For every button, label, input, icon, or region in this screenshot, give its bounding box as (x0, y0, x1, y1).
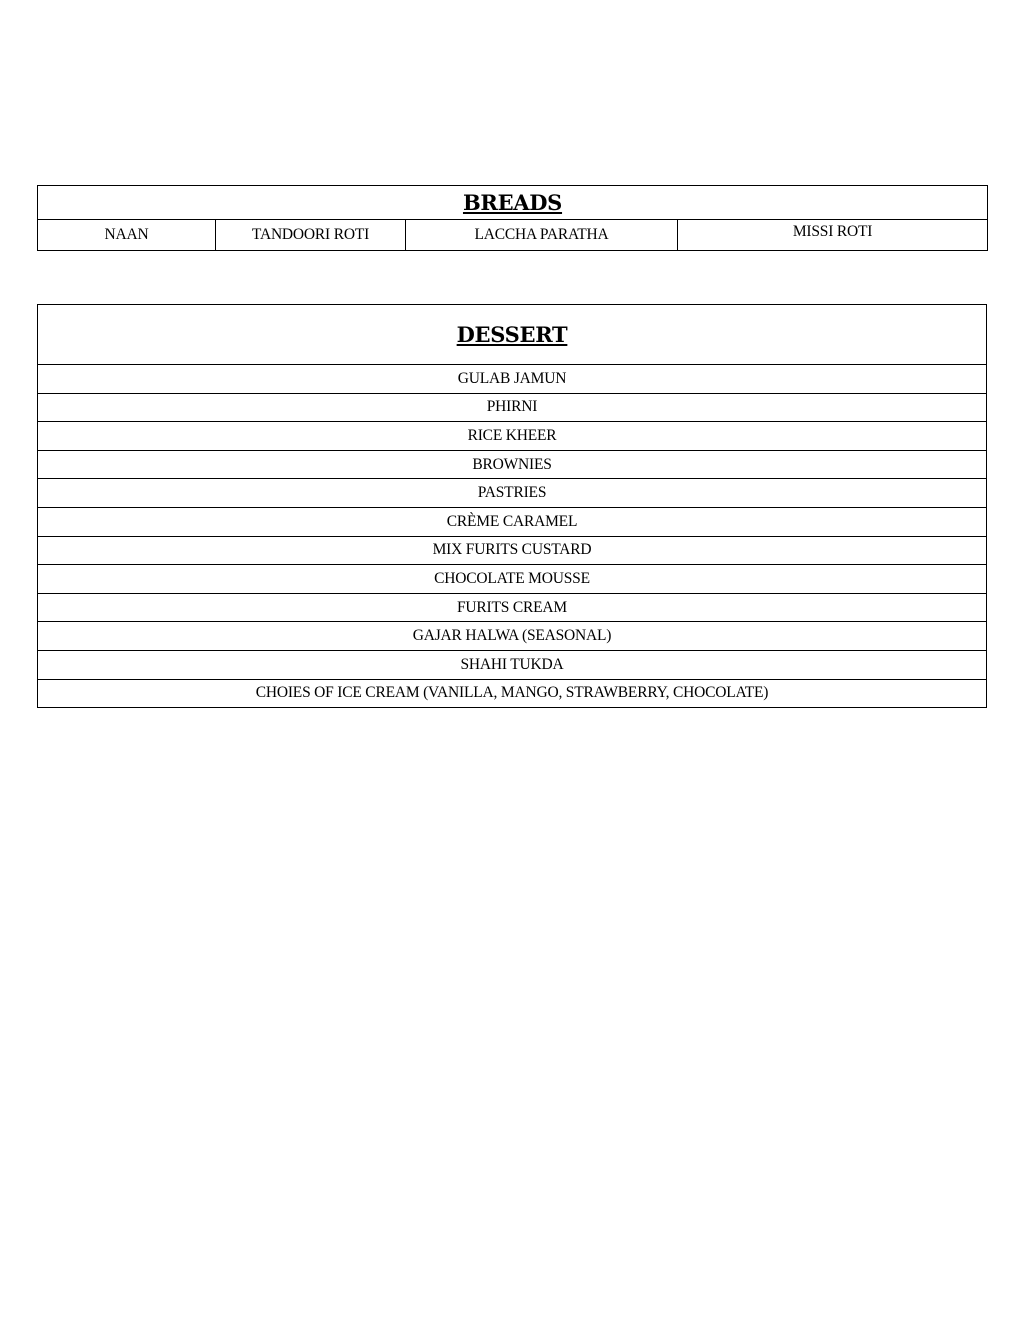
breads-items-row (38, 220, 988, 251)
dessert-item-row (38, 450, 987, 479)
dessert-item: BROWNIES (38, 450, 987, 479)
dessert-table (37, 304, 987, 708)
dessert-item: CHOCOLATE MOUSSE (38, 565, 987, 594)
dessert-item-row (38, 650, 987, 679)
bread-item: LACCHA PARATHA (406, 220, 678, 251)
dessert-item: CHOIES OF ICE CREAM (VANILLA, MANGO, STRAWBERRY, CHOCOLATE) (38, 679, 987, 708)
dessert-item: FURITS CREAM (38, 593, 987, 622)
dessert-item-row (38, 536, 987, 565)
dessert-item-row (38, 593, 987, 622)
dessert-item-row (38, 507, 987, 536)
dessert-item: GAJAR HALWA (SEASONAL) (38, 622, 987, 651)
breads-title-text: BREADS (462, 190, 563, 215)
dessert-item-row (38, 365, 987, 394)
bread-item: MISSI ROTI (678, 220, 988, 251)
dessert-item: SHAHI TUKDA (38, 650, 987, 679)
bread-item: NAAN (38, 220, 216, 251)
dessert-item: GULAB JAMUN (38, 365, 987, 394)
dessert-item-row (38, 393, 987, 422)
breads-title-row (38, 186, 988, 220)
bread-item: TANDOORI ROTI (216, 220, 406, 251)
dessert-item-row (38, 479, 987, 508)
dessert-title-row (38, 305, 987, 365)
dessert-item: RICE KHEER (38, 422, 987, 451)
dessert-item: PHIRNI (38, 393, 987, 422)
dessert-item-row (38, 679, 987, 708)
dessert-item-row (38, 422, 987, 451)
dessert-title-text: DESSERT (456, 322, 568, 347)
dessert-item: PASTRIES (38, 479, 987, 508)
breads-table (37, 185, 988, 251)
dessert-item-row (38, 565, 987, 594)
dessert-item-row (38, 622, 987, 651)
dessert-title (38, 305, 987, 365)
dessert-item: CRÈME CARAMEL (38, 507, 987, 536)
dessert-item: MIX FURITS CUSTARD (38, 536, 987, 565)
breads-title (38, 186, 988, 220)
